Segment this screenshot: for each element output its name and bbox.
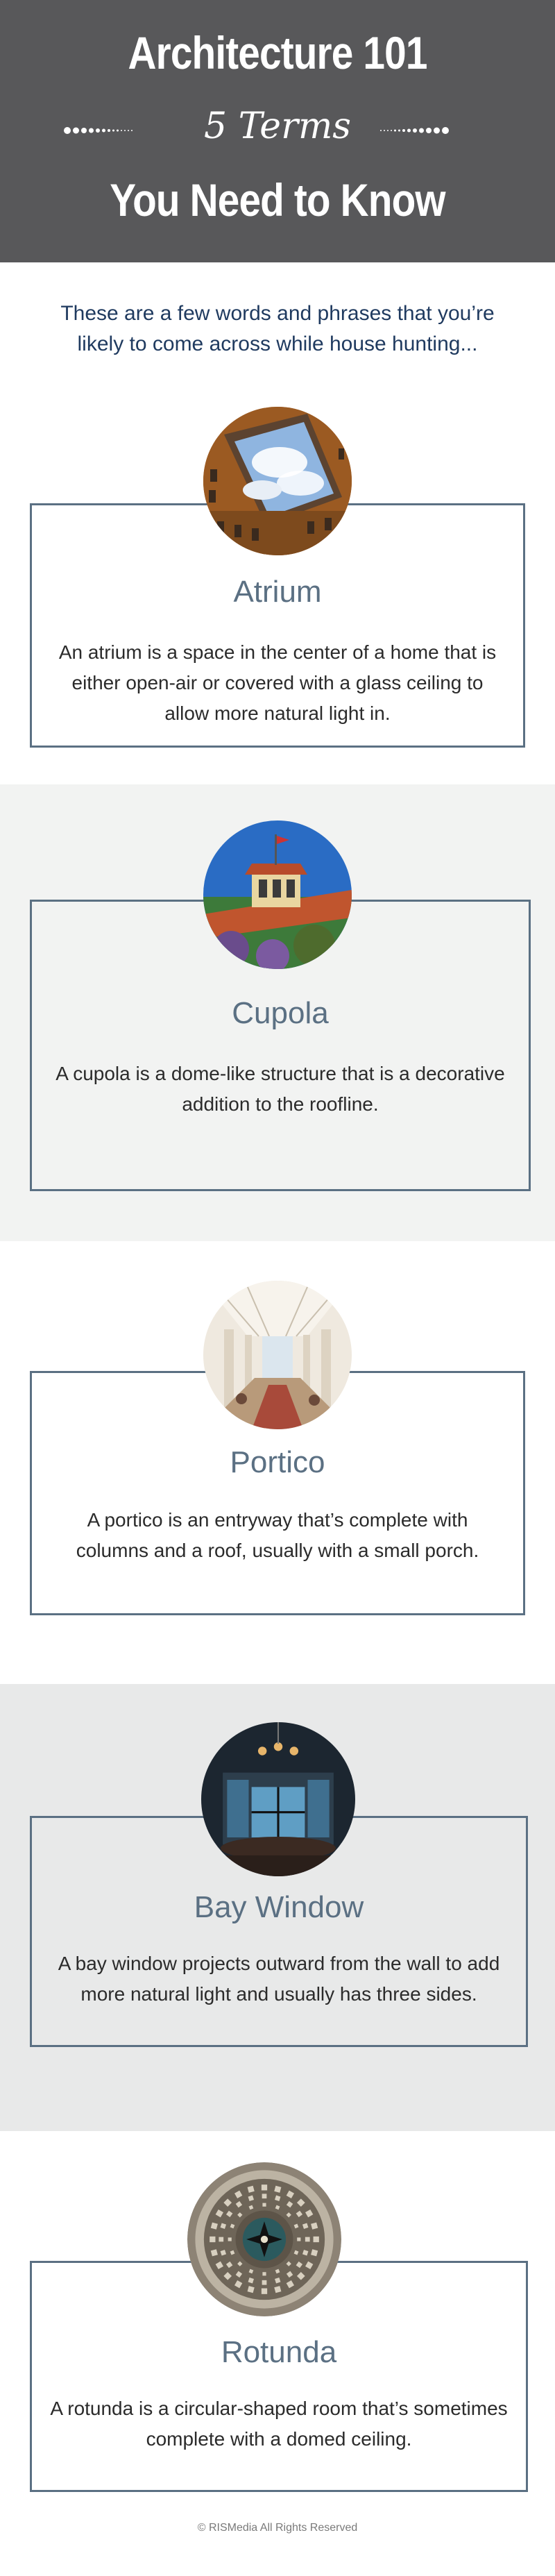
dot-icon — [434, 128, 440, 134]
footer-copyright: © RISMedia All Rights Reserved — [197, 2522, 358, 2534]
dot-icon — [402, 129, 405, 132]
section-cupola — [0, 784, 555, 1241]
dot-icon — [394, 130, 396, 132]
section-rotunda — [0, 2131, 555, 2520]
page-title: Architecture 101 — [128, 27, 427, 78]
term-description-portico: A portico is an entryway that’s complete with columns and a roof, usually with a small porch. — [76, 1509, 479, 1561]
section-atrium — [0, 389, 555, 784]
dot-icon — [407, 129, 411, 133]
page-title-line2: You Need to Know — [110, 174, 445, 226]
term-title-bay-window: Bay Window — [194, 1890, 364, 1924]
dot-icon — [387, 130, 388, 131]
atrium-photo-icon — [203, 407, 352, 555]
dot-icon — [398, 130, 400, 132]
term-description-rotunda: A rotunda is a circular-shaped room that’s sometimes complete with a domed ceiling. — [50, 2398, 508, 2450]
term-title-portico: Portico — [230, 1445, 325, 1479]
dot-icon — [391, 130, 392, 131]
term-description-atrium: An atrium is a space in the center of a home that is either open-air or covered with a glass ceiling to allow more natural light in. — [58, 641, 497, 724]
portico-photo-icon — [203, 1281, 352, 1429]
dot-icon — [380, 130, 382, 131]
dot-icon — [413, 128, 417, 133]
section-portico — [0, 1241, 555, 1684]
intro-text: These are a few words and phrases that you’re likely to come across while house hunting... — [60, 302, 495, 355]
term-description-bay-window: A bay window projects outward from the wall to add more natural light and usually has three sides. — [58, 1953, 500, 2005]
subtitle-row — [0, 97, 555, 160]
page-subtitle: 5 Terms — [204, 106, 351, 147]
rotunda-photo-icon — [187, 2162, 341, 2316]
dot-icon — [384, 130, 385, 131]
term-title-cupola: Cupola — [232, 996, 329, 1030]
dot-icon — [426, 128, 432, 133]
term-title-atrium: Atrium — [233, 575, 322, 609]
cupola-photo-icon — [203, 820, 352, 969]
dots-decoration-right-icon — [380, 126, 476, 135]
term-title-rotunda: Rotunda — [221, 2335, 337, 2369]
header-banner — [0, 0, 555, 262]
section-bay-window — [0, 1684, 555, 2131]
term-description-cupola: A cupola is a dome-like structure that is a decorative addition to the roofline. — [56, 1063, 505, 1115]
dot-icon — [442, 127, 449, 134]
bay-window-photo-icon — [201, 1722, 355, 1876]
dot-icon — [419, 128, 424, 133]
